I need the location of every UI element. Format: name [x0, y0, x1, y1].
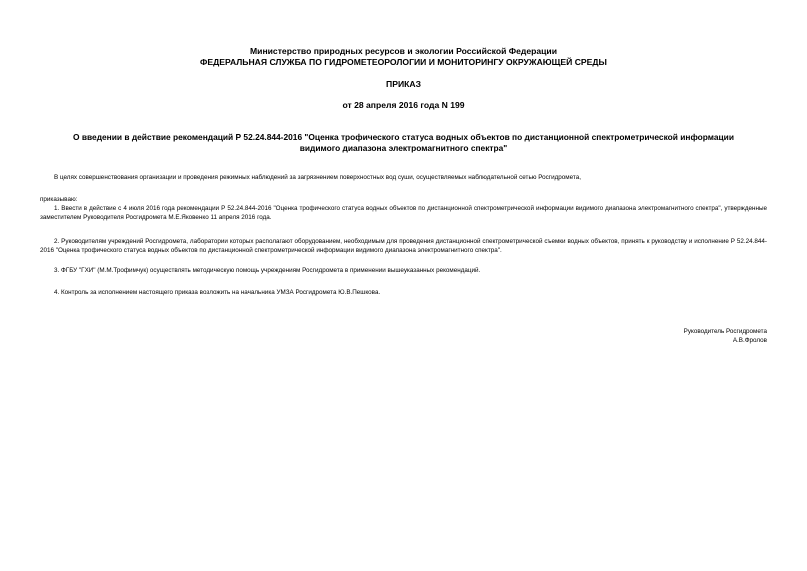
- order-item-1: 1. Ввести в действие с 4 июля 2016 года рекомендации Р 52.24.844-2016 "Оценка трофического статуса водных объектов по дистанционной спектрометрической информации видимого диапазона электромагнитного спектра", утвержденные заместителем Руководителя Росгидромета М.Е.Яковенко 11 апреля 2016 года.: [40, 205, 767, 221]
- signature-name: А.В.Фролов: [732, 337, 767, 344]
- preamble-paragraph: В целях совершенствования организации и проведения режимных наблюдений за загрязнением поверхностных вод суши, осуществляемых наблюдательной сетью Росгидромета,: [54, 174, 581, 181]
- ministry-name: Министерство природных ресурсов и экологии Российской Федерации: [250, 46, 557, 56]
- document-type: ПРИКАЗ: [386, 79, 421, 89]
- document-date-number: от 28 апреля 2016 года N 199: [342, 100, 465, 110]
- order-item-2: 2. Руководителям учреждений Росгидромета, лаборатории которых располагают оборудованием, необходимым для проведения дистанционной спектрометрической съемки водных объектов, принять к руководству и исполнение Р 52.24.844-2016 "Оценка трофического статуса водных объектов по дистанционной спектрометрической информации видимого диапазона электромагнитного спектра".: [40, 238, 767, 254]
- order-item-3: 3. ФГБУ "ГХИ" (М.М.Трофимчук) осуществлять методическую помощь учреждениям Росгидромета в применении вышеуказанных рекомендаций.: [54, 267, 481, 274]
- order-word: приказываю:: [40, 196, 78, 203]
- document-title-line-1: О введении в действие рекомендаций Р 52.24.844-2016 "Оценка трофического статуса водных объектов по дистанционной спектрометрической информации: [73, 132, 734, 142]
- signature-position: Руководитель Росгидромета: [683, 328, 767, 335]
- order-item-4: 4. Контроль за исполнением настоящего приказа возложить на начальника УМЗА Росгидромета Ю.В.Пешкова.: [54, 289, 381, 296]
- service-name: ФЕДЕРАЛЬНАЯ СЛУЖБА ПО ГИДРОМЕТЕОРОЛОГИИ И МОНИТОРИНГУ ОКРУЖАЮЩЕЙ СРЕДЫ: [200, 57, 607, 67]
- document-title-line-2: видимого диапазона электромагнитного спектра": [299, 143, 508, 153]
